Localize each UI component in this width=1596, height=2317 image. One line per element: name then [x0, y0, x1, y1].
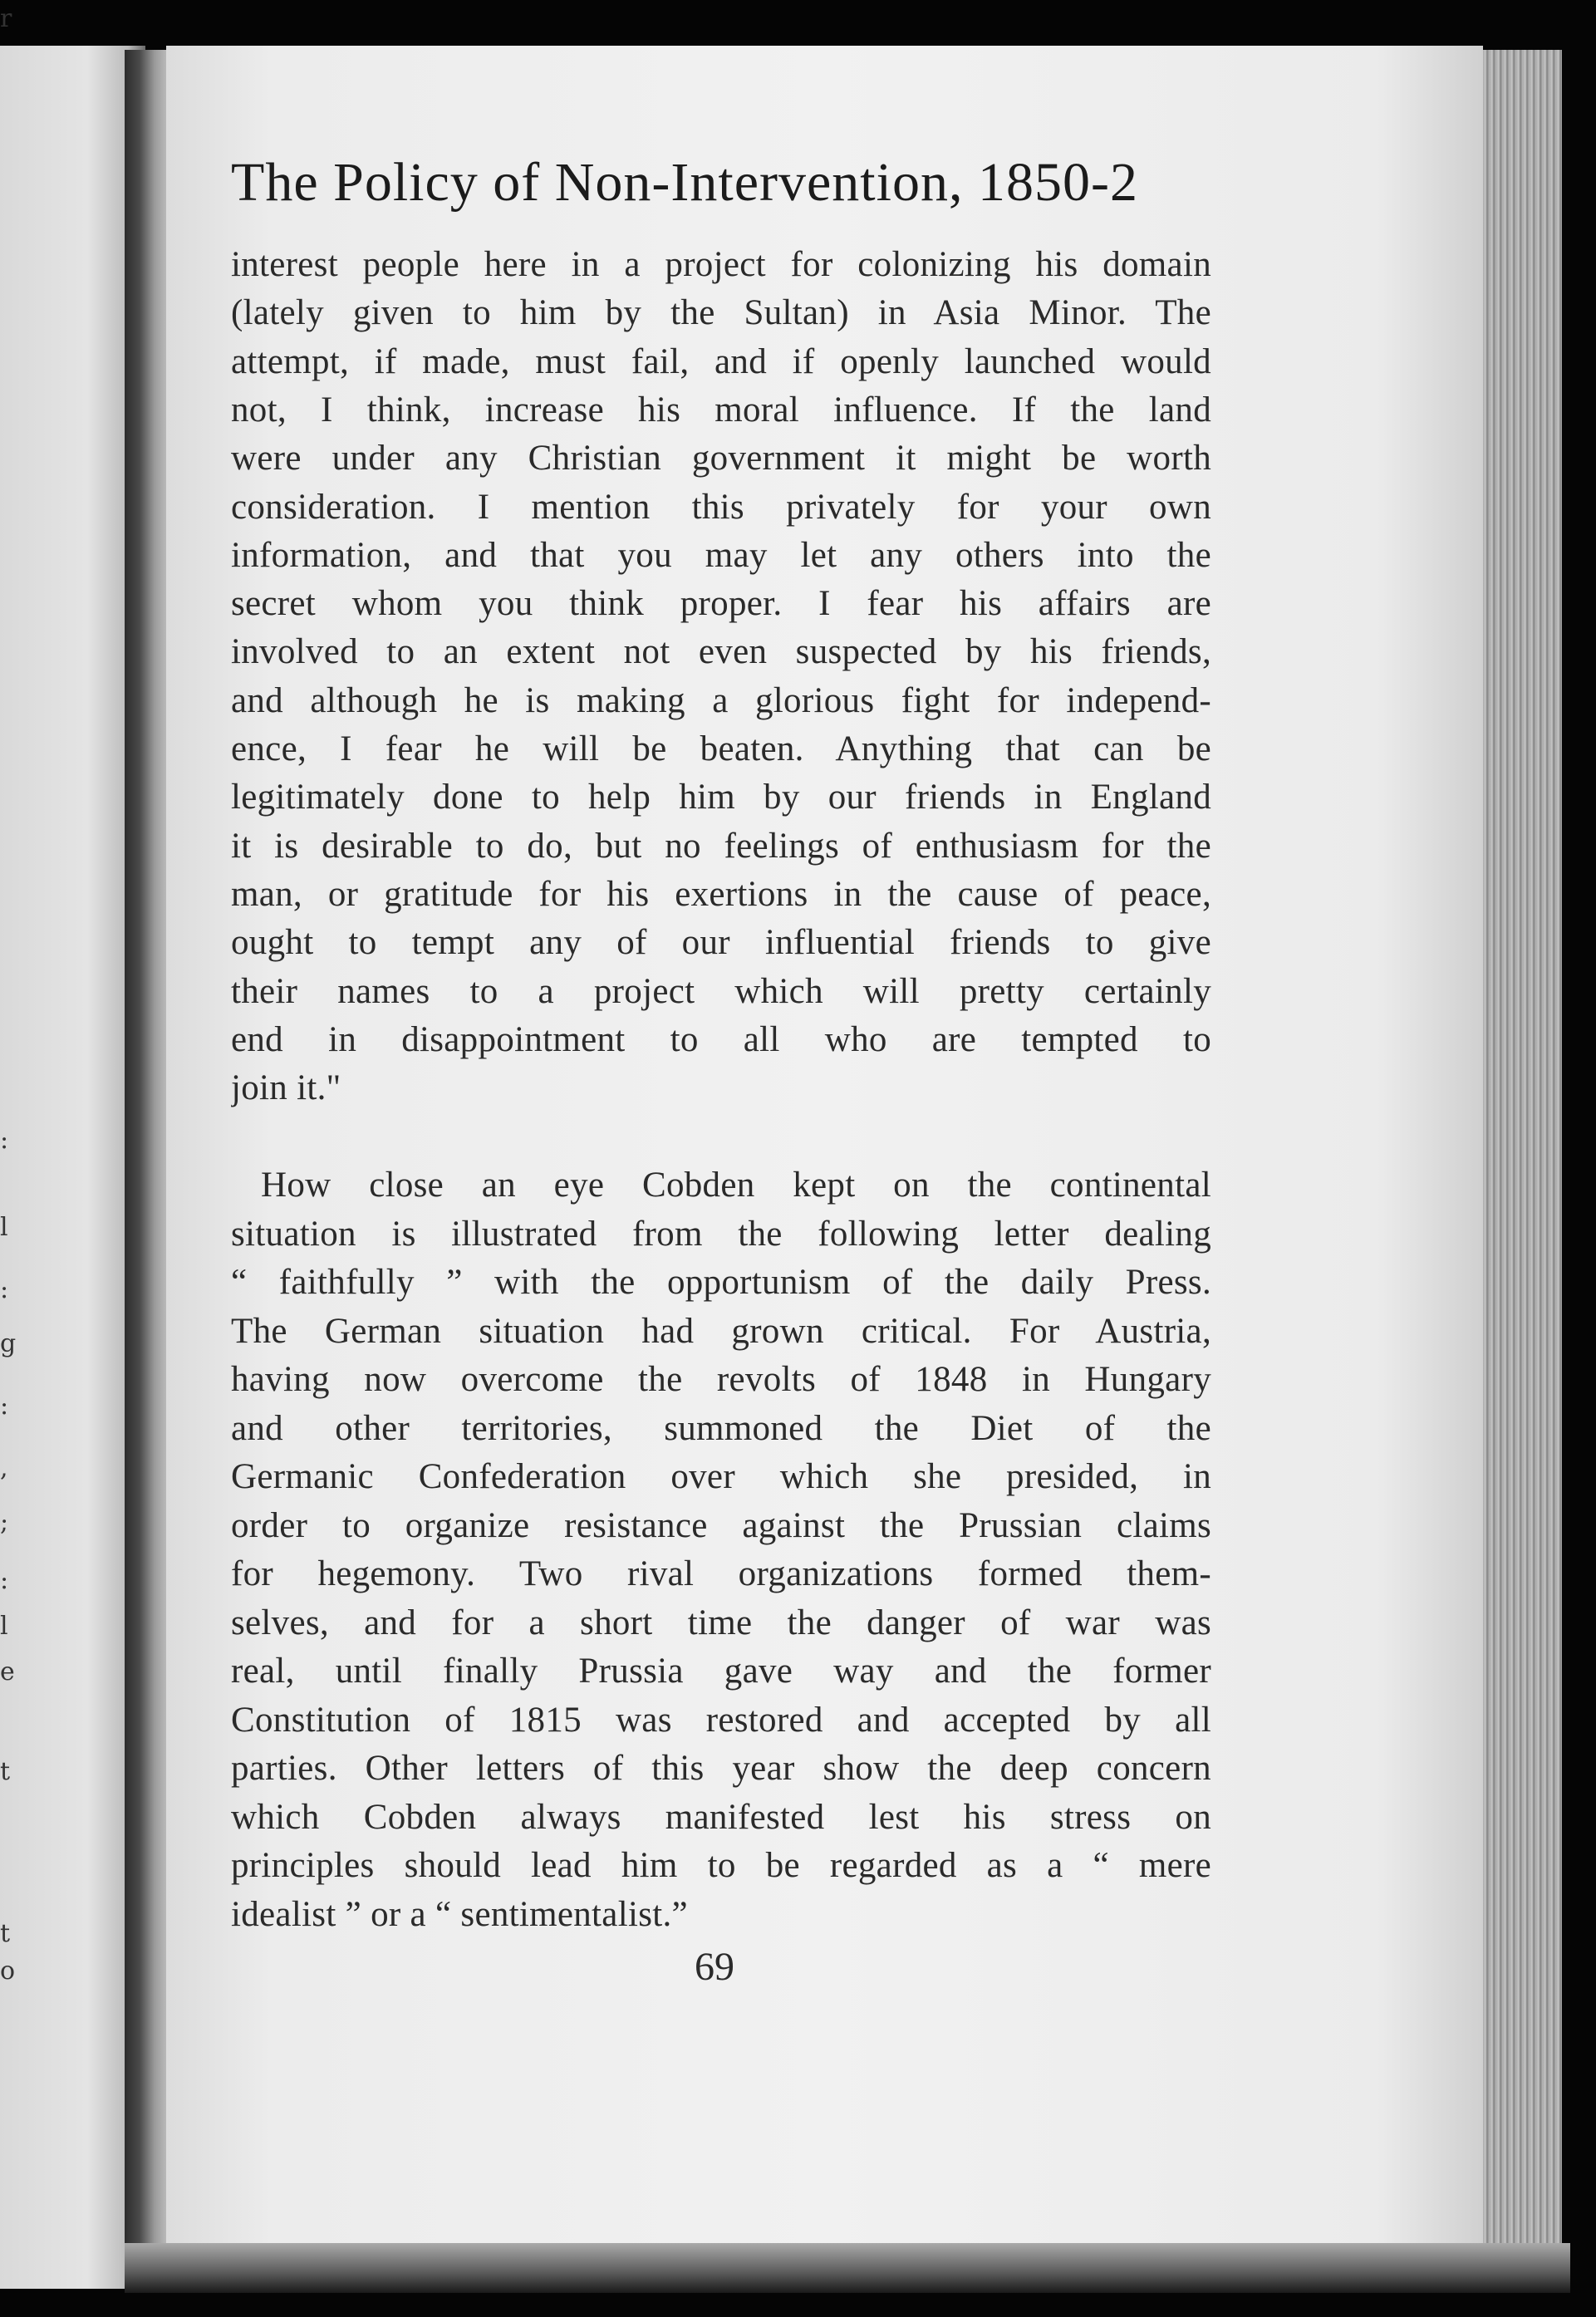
text-line: attempt, if made, must fail, and if openly launched would: [231, 341, 1211, 381]
text-line: information, and that you may let any others into the: [231, 535, 1211, 575]
text-line: which Cobden always manifested lest his stress on: [231, 1797, 1211, 1837]
left-page-fragment: :: [0, 1126, 9, 1155]
text-line: end in disappointment to all who are tempted to: [231, 1019, 1211, 1059]
text-line: man, or gratitude for his exertions in the cause of peace,: [231, 874, 1211, 914]
text-line: it is desirable to do, but no feelings of enthusiasm for the: [231, 826, 1211, 866]
text-line: secret whom you think proper. I fear his affairs are: [231, 584, 1211, 624]
text-line: The German situation had grown critical. For Austria,: [231, 1311, 1211, 1351]
text-line: Constitution of 1815 was restored and accepted by all: [231, 1700, 1211, 1740]
left-page-fragment: :: [0, 1566, 9, 1595]
text-line: (lately given to him by the Sultan) in Asia Minor. The: [231, 293, 1211, 333]
left-page-fragment: ;: [0, 1508, 9, 1537]
left-page-fragments: [0, 4, 17, 2289]
left-page-fragment: t: [0, 1919, 11, 1948]
text-line: having now overcome the revolts of 1848 in Hungary: [231, 1360, 1211, 1399]
left-page-fragment: ,: [0, 1454, 8, 1483]
text-line: and although he is making a glorious fight for independ-: [231, 680, 1211, 720]
text-line: parties. Other letters of this year show the deep concern: [231, 1749, 1211, 1788]
text-line: ence, I fear he will be beaten. Anything that can be: [231, 729, 1211, 768]
text-line: legitimately done to help him by our friends in England: [231, 778, 1211, 817]
page-number: 69: [695, 1945, 734, 1989]
text-line: “ faithfully ” with the opportunism of the daily Press.: [231, 1263, 1211, 1302]
text-line: join it.": [231, 1068, 341, 1108]
bottom-edge-shadow: [125, 2243, 1570, 2293]
text-line: their names to a project which will pretty certainly: [231, 971, 1211, 1011]
text-line: real, until finally Prussia gave way and the former: [231, 1652, 1211, 1691]
text-line: Germanic Confederation over which she presided, in: [231, 1457, 1211, 1496]
text-line: situation is illustrated from the following letter dealing: [231, 1214, 1211, 1254]
left-page-fragment: l: [0, 1612, 8, 1641]
text-line: principles should lead him to be regarded as a “ mere: [231, 1846, 1211, 1885]
text-line: interest people here in a project for colonizing his domain: [231, 245, 1211, 284]
text-line: selves, and for a short time the danger of war was: [231, 1603, 1211, 1642]
text-line: How close an eye Cobden kept on the continental: [261, 1166, 1211, 1205]
text-line: idealist ” or a “ sentimentalist.”: [231, 1894, 688, 1934]
text-line: and other territories, summoned the Diet of the: [231, 1408, 1211, 1448]
running-head: The Policy of Non-Intervention, 1850-2: [231, 152, 1138, 213]
left-facing-page: [0, 4, 145, 2289]
left-page-fragment: o: [0, 1956, 16, 1986]
left-page-fragment: :: [0, 1275, 9, 1304]
left-page-fragment: l: [0, 1213, 8, 1242]
left-page-fragment: :: [0, 1392, 9, 1421]
text-line: involved to an extent not even suspected by his friends,: [231, 632, 1211, 672]
page-edges: [1483, 50, 1562, 2276]
text-line: were under any Christian government it might be worth: [231, 439, 1211, 479]
left-page-fragment: e: [0, 1657, 15, 1686]
left-page-fragment: g: [0, 1329, 17, 1358]
text-line: for hegemony. Two rival organizations formed them-: [231, 1554, 1211, 1593]
text-line: ought to tempt any of our influential friends to give: [231, 923, 1211, 963]
left-page-fragment: r: [0, 4, 12, 33]
left-page-fragment: t: [0, 1757, 11, 1786]
text-line: consideration. I mention this privately for your own: [231, 487, 1211, 527]
text-line: not, I think, increase his moral influence. If the land: [231, 390, 1211, 430]
text-line: order to organize resistance against the Prussian claims: [231, 1505, 1211, 1545]
